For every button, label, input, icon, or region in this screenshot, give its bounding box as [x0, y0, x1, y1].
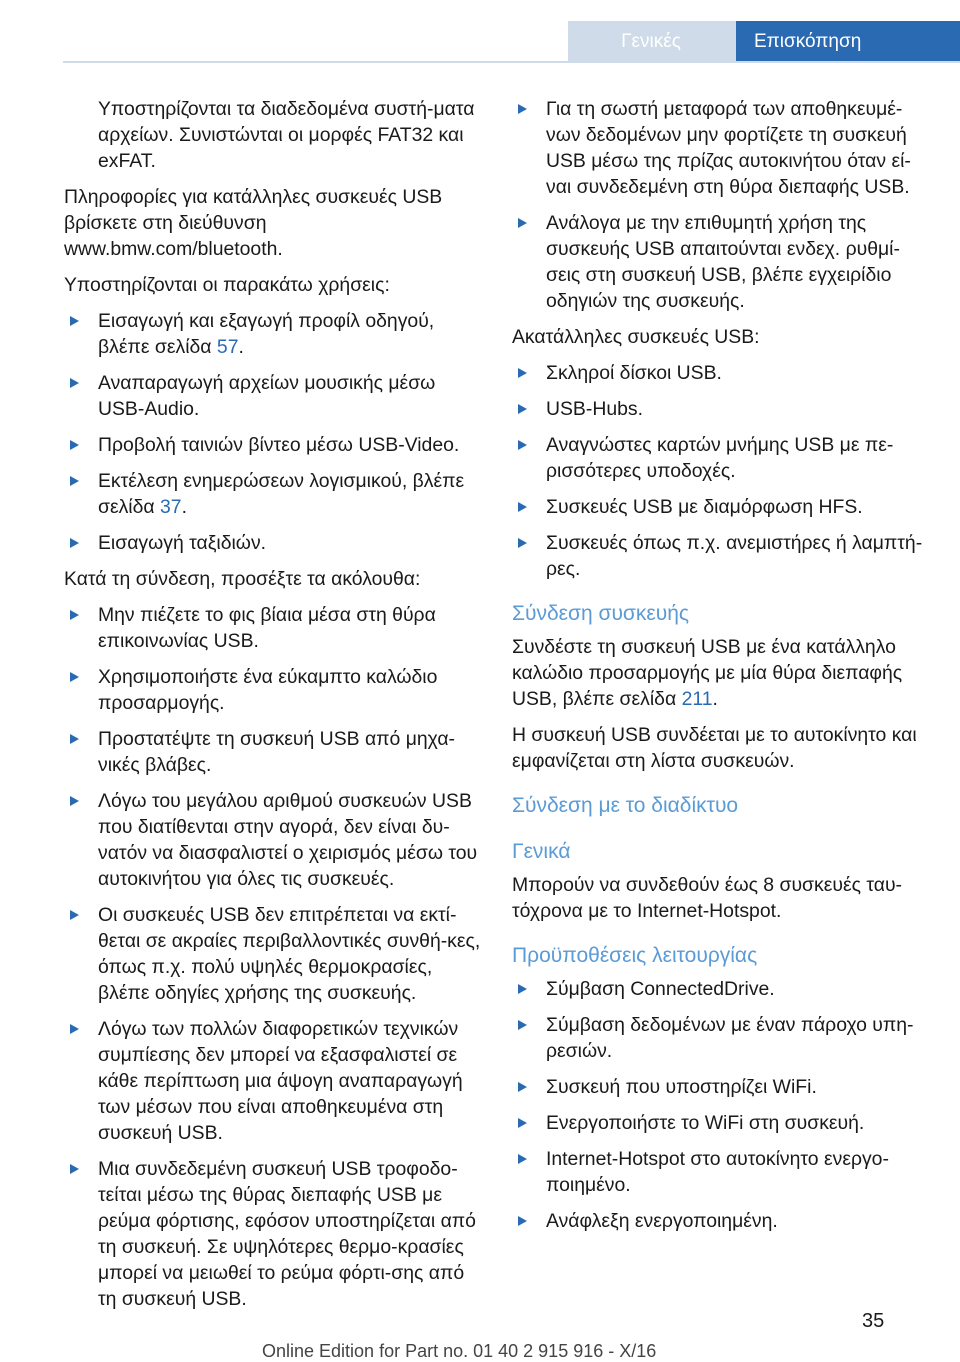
bullet-triangle-icon — [518, 1118, 527, 1128]
page-link[interactable]: 211 — [681, 688, 713, 710]
tab-general-settings[interactable]: Γενικές ρυθμίσεις — [568, 21, 736, 62]
list-item: Αναπαραγωγή αρχείων μουσικής μέσω USB-Audio. — [64, 370, 482, 422]
bullet-triangle-icon — [70, 476, 79, 486]
bullet-triangle-icon — [518, 984, 527, 994]
heading-connect-device: Σύνδεση συσκευής — [512, 602, 690, 625]
bullet-triangle-icon — [518, 538, 527, 548]
bullet-triangle-icon — [70, 734, 79, 744]
bullet-triangle-icon — [518, 1082, 527, 1092]
bullet-triangle-icon — [518, 440, 527, 450]
filesystem-note: Υποστηρίζονται τα διαδεδομένα συστή-ματα αρχείων. Συνιστώνται οι μορφές FAT32 και exFAT. — [98, 98, 475, 172]
list-item: Internet-Hotspot στο αυτοκίνητο ενεργο-ποιημένο. — [512, 1146, 930, 1198]
list-item: Ενεργοποιήστε το WiFi στη συσκευή. — [512, 1110, 930, 1136]
bullet-triangle-icon — [70, 440, 79, 450]
list-item: Ανάλογα με την επιθυμητή χρήση της συσκευής USB απαιτούνται ενδεχ. ρυθμί-σεις στη συσκευή USB, βλέπε εγχειρίδιο οδηγιών της συσκευής. — [512, 210, 930, 314]
general-paragraph: Μπορούν να συνδεθούν έως 8 συσκευές ταυ-τόχρονα με το Internet-Hotspot. — [512, 874, 902, 922]
list-item: Σύμβαση δεδομένων με έναν πάροχο υπη-ρεσιών. — [512, 1012, 930, 1064]
list-item: Οι συσκευές USB δεν επιτρέπεται να εκτί-θεται σε ακραίες περιβαλλοντικές συνθή-κες, όπως π.χ. πολύ υψηλές θερμοκρασίες, βλέπε οδηγίες χρήσης της συσκευής. — [64, 902, 482, 1006]
list-item: Μην πιέζετε το φις βίαια μέσα στη θύρα επικοινωνίας USB. — [64, 602, 482, 654]
list-item: Αναγνώστες καρτών μνήμης USB με πε-ρισσότερες υποδοχές. — [512, 432, 930, 484]
bullet-triangle-icon — [518, 218, 527, 228]
bullet-triangle-icon — [70, 378, 79, 388]
bullet-triangle-icon — [518, 1216, 527, 1226]
page-link[interactable]: 57 — [216, 336, 239, 358]
bullet-triangle-icon — [518, 404, 527, 414]
list-item: Προβολή ταινιών βίντεο μέσω USB-Video. — [64, 432, 482, 458]
list-item: Συσκευές όπως π.χ. ανεμιστήρες ή λαμπτή-ρες. — [512, 530, 930, 582]
bullet-triangle-icon — [518, 502, 527, 512]
list-item: USB-Hubs. — [512, 396, 930, 422]
bullet-triangle-icon — [70, 610, 79, 620]
list-item: Εισαγωγή ταξιδιών. — [64, 530, 482, 556]
heading-general: Γενικά — [512, 840, 571, 863]
list-item: Μια συνδεδεμένη συσκευή USB τροφοδο-τείται μέσω της θύρας διεπαφής USB με ρεύμα φόρτισης, εφόσον υποστηρίζεται από τη συσκευή. Σε υψηλότερες θερμο-κρασίες μπορεί να μειωθεί το ρεύμα φόρτι-σης από τη συσκευή USB. — [64, 1156, 482, 1312]
list-item: Εκτέλεση ενημερώσεων λογισμικού, βλέπε σελίδα 37. — [64, 468, 482, 520]
unsuitable-title: Ακατάλληλες συσκευές USB: — [512, 326, 760, 348]
list-item: Σύμβαση ConnectedDrive. — [512, 976, 930, 1002]
info-paragraph: Πληροφορίες για κατάλληλες συσκευές USB βρίσκετε στη διεύθυνση www.bmw.com/bluetooth. — [64, 186, 443, 260]
list-item: Λόγω του μεγάλου αριθμού συσκευών USB που διατίθενται στην αγορά, δεν είναι δυ-νατόν να διασφαλιστεί ο χειρισμός μέσω του αυτοκινήτου για όλες τις συσκευές. — [64, 788, 482, 892]
connect-result-paragraph: Η συσκευή USB συνδέεται με το αυτοκίνητο και εμφανίζεται στη λίστα συσκευών. — [512, 724, 917, 772]
page-number: 35 — [862, 1310, 885, 1332]
heading-prerequisites: Προϋποθέσεις λειτουργίας — [512, 944, 758, 967]
left-column — [64, 96, 482, 1322]
bullet-triangle-icon — [70, 672, 79, 682]
bullet-triangle-icon — [70, 316, 79, 326]
right-column — [512, 96, 930, 1244]
list-item: Σκληροί δίσκοι USB. — [512, 360, 930, 386]
bullet-triangle-icon — [70, 1024, 79, 1034]
list-item: Για τη σωστή μεταφορά των αποθηκευμέ-νων δεδομένων μην φορτίζετε τη συσκευή USB μέσω της πρίζας αυτοκινήτου όταν εί-ναι συνδεδεμένη στη θύρα διεπαφής USB. — [512, 96, 930, 200]
notes-title: Κατά τη σύνδεση, προσέξτε τα ακόλουθα: — [64, 568, 421, 590]
bullet-triangle-icon — [70, 910, 79, 920]
heading-internet: Σύνδεση με το διαδίκτυο — [512, 794, 739, 817]
header-tabs — [568, 21, 960, 93]
list-item: Λόγω των πολλών διαφορετικών τεχνικών συμπίεσης δεν μπορεί να εξασφαλιστεί σε κάθε περίπτωση μια άψογη αναπαραγωγή των μέσων που είναι αποθηκευμένα στη συσκευή USB. — [64, 1016, 482, 1146]
bullet-triangle-icon — [518, 104, 527, 114]
uses-title: Υποστηρίζονται οι παρακάτω χρήσεις: — [64, 274, 390, 296]
connect-paragraph: Συνδέστε τη συσκευή USB με ένα κατάλληλο καλώδιο προσαρμογής με μία θύρα διεπαφής USB, βλέπε σελίδα 211. — [512, 636, 903, 710]
page-link[interactable]: 37 — [160, 496, 182, 518]
bullet-triangle-icon — [518, 1020, 527, 1030]
bullet-triangle-icon — [518, 368, 527, 378]
list-item: Προστατέψτε τη συσκευή USB από μηχα-νικές βλάβες. — [64, 726, 482, 778]
list-item: Εισαγωγή και εξαγωγή προφίλ οδηγού, βλέπε σελίδα 57. — [64, 308, 482, 360]
bullet-triangle-icon — [70, 1164, 79, 1174]
list-item: Ανάφλεξη ενεργοποιημένη. — [512, 1208, 930, 1234]
bullet-triangle-icon — [70, 538, 79, 548]
bullet-triangle-icon — [70, 796, 79, 806]
tab-overview[interactable]: Επισκόπηση — [736, 21, 960, 62]
list-item: Χρησιμοποιήστε ένα εύκαμπτο καλώδιο προσαρμογής. — [64, 664, 482, 716]
header-rule — [63, 61, 960, 63]
list-item: Συσκευή που υποστηρίζει WiFi. — [512, 1074, 930, 1100]
list-item: Συσκευές USB με διαμόρφωση HFS. — [512, 494, 930, 520]
bullet-triangle-icon — [518, 1154, 527, 1164]
edition-footer: Online Edition for Part no. 01 40 2 915 916 - X/16 — [262, 1341, 657, 1361]
